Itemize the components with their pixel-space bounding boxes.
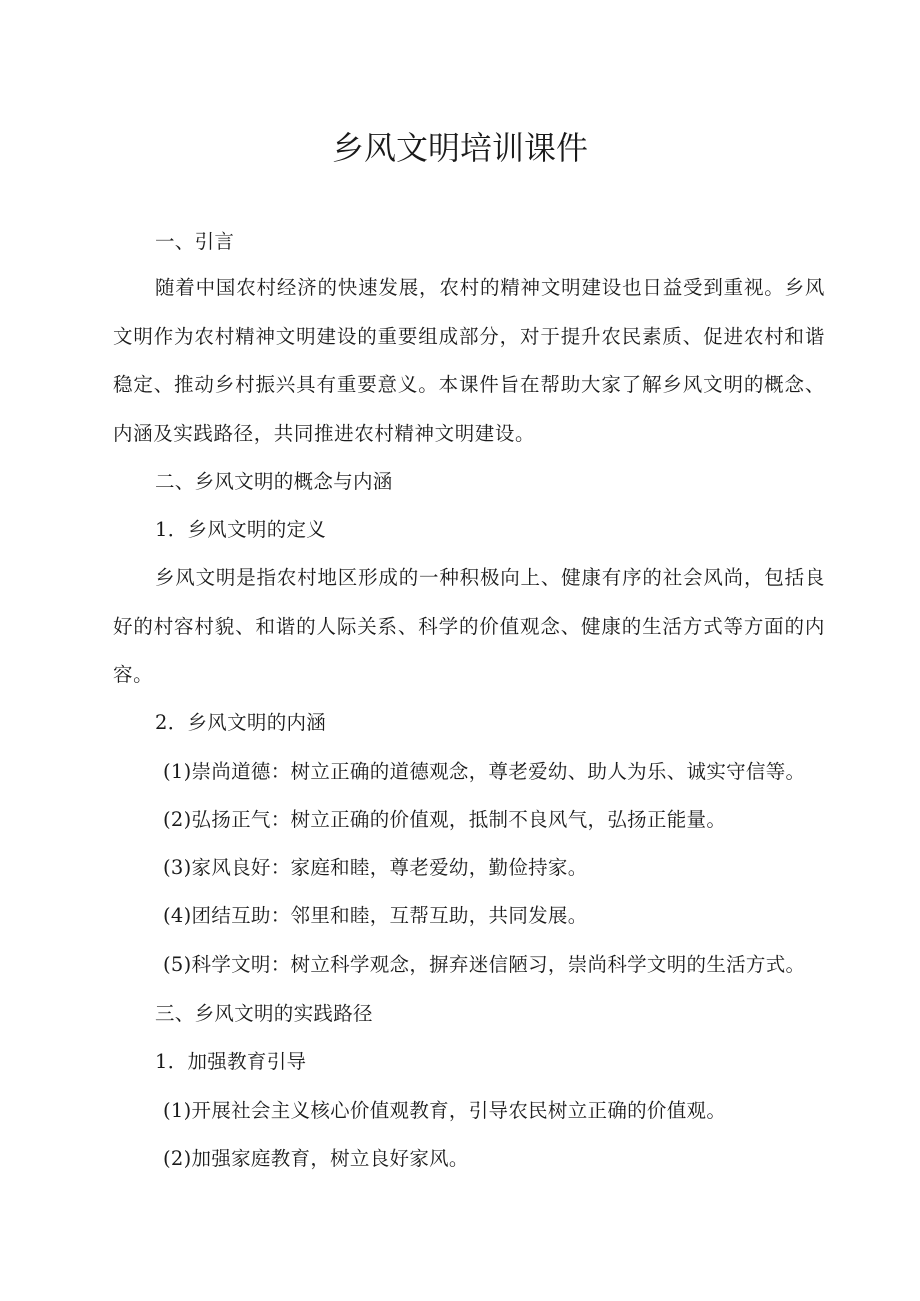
- definition-paragraph: 乡风文明是指农村地区形成的一种积极向上、健康有序的社会风尚，包括良好的村容村貌、和谐的人际关系、科学的价值观念、健康的生活方式等方面的内容。: [113, 566, 825, 686]
- practice-heading: 三、乡风文明的实践路径: [155, 1002, 373, 1025]
- connotation-item: (3)家风良好：家庭和睦，尊老爱幼，勤俭持家。: [163, 856, 588, 879]
- connotation-item: (2)弘扬正气：树立正确的价值观，抵制不良风气，弘扬正能量。: [163, 808, 727, 831]
- definition-heading: 1．乡风文明的定义: [155, 518, 327, 541]
- concept-heading: 二、乡风文明的概念与内涵: [155, 470, 393, 493]
- intro-heading: 一、引言: [155, 230, 235, 253]
- education-item: (1)开展社会主义核心价值观教育，引导农民树立正确的价值观。: [163, 1099, 727, 1122]
- connotation-item: (1)崇尚道德：树立正确的道德观念，尊老爱幼、助人为乐、诚实守信等。: [163, 760, 806, 783]
- intro-paragraph: 随着中国农村经济的快速发展，农村的精神文明建设也日益受到重视。乡风文明作为农村精神文明建设的重要组成部分，对于提升农民素质、促进农村和谐稳定、推动乡村振兴具有重要意义。本课件旨在帮助大家了解乡风文明的概念、内涵及实践路径，共同推进农村精神文明建设。: [113, 276, 825, 445]
- document-title: 乡风文明培训课件: [331, 129, 588, 167]
- education-item: (2)加强家庭教育，树立良好家风。: [163, 1147, 469, 1170]
- education-heading: 1．加强教育引导: [155, 1050, 307, 1073]
- connotation-heading: 2．乡风文明的内涵: [155, 711, 327, 734]
- connotation-item: (5)科学文明：树立科学观念，摒弃迷信陋习，崇尚科学文明的生活方式。: [163, 953, 806, 976]
- connotation-item: (4)团结互助：邻里和睦，互帮互助，共同发展。: [163, 904, 588, 927]
